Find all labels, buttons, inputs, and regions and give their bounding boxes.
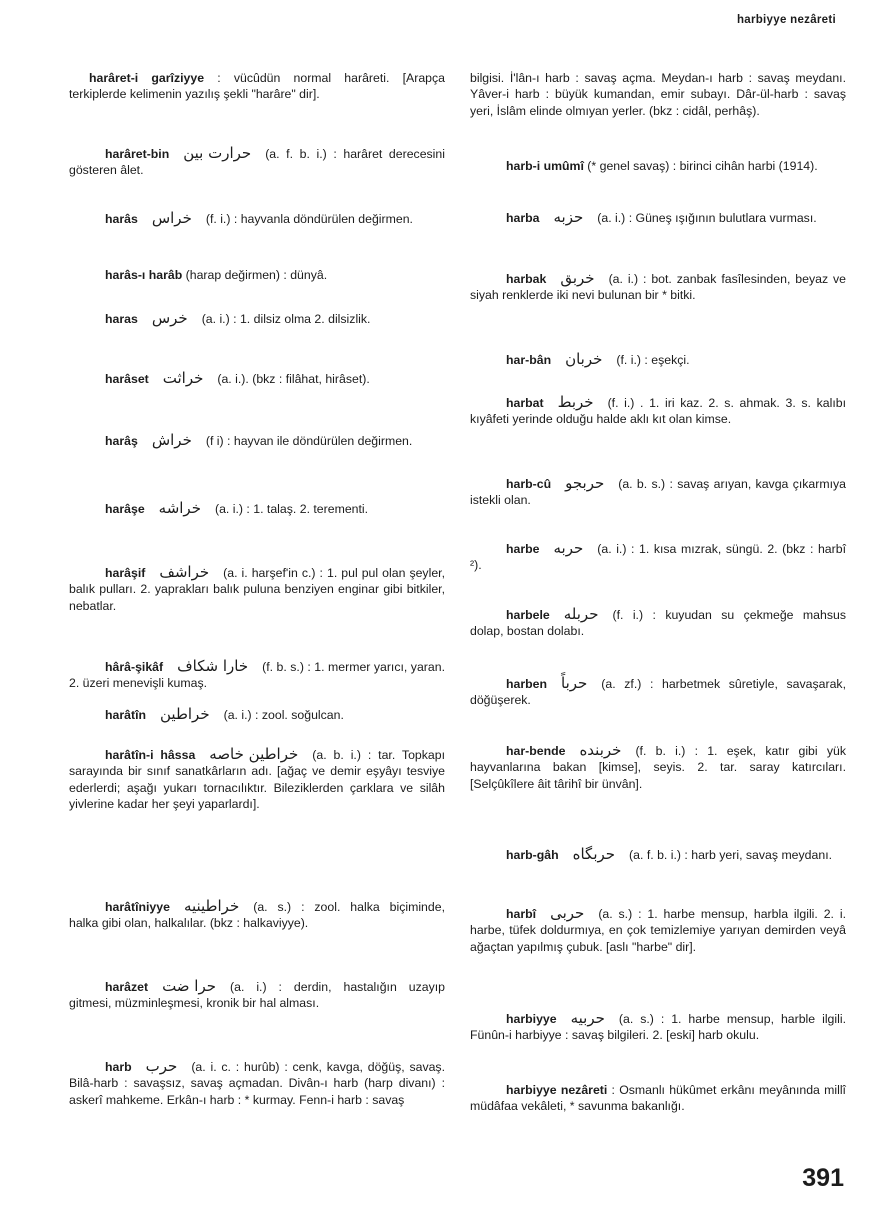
- dictionary-entry: [69, 210, 445, 227]
- entry-headword: harb-gâh: [506, 848, 559, 862]
- entry-headword: harâset: [105, 372, 149, 386]
- arabic-script-form: حربه: [553, 539, 584, 557]
- entry-headword: harâtîn: [105, 708, 146, 722]
- entry-definition: bilgisi. İ'lân-ı harb : savaş açma. Meydan-ı harb : savaş meydanı. Yâver-i harb : büyük kumandan, emir subayı. Dâr-ül-harb : savaş yeri, İslâm elinde olmıyan yerler. (bkz : cidâl, perhâş).: [470, 71, 846, 118]
- arabic-script-form: خربط: [557, 393, 594, 411]
- entry-headword: har-bân: [506, 353, 552, 367]
- dictionary-entry: [69, 310, 445, 327]
- entry-headword: haras: [105, 312, 138, 326]
- entry-headword: harb-cû: [506, 477, 552, 491]
- entry-headword: harâtîn-i hâssa: [105, 748, 196, 762]
- entry-definition: (f. i.) : hayvanla döndürülen değirmen.: [205, 212, 413, 226]
- arabic-script-form: خراس: [151, 209, 192, 227]
- entry-definition: : vücûdün normal harâreti. [Arapça terkiplerde kelimenin yazılış şekli "harâre" dir].: [69, 71, 445, 102]
- entry-headword: harbak: [506, 272, 547, 286]
- dictionary-entry: [69, 145, 445, 179]
- dictionary-entry: [470, 394, 846, 428]
- entry-headword: harâşe: [105, 502, 145, 516]
- dictionary-entry: [470, 1010, 846, 1044]
- entry-definition: (a. i.) : zool. soğulcan.: [223, 708, 344, 722]
- arabic-script-form: خراش: [151, 431, 192, 449]
- arabic-script-form: خراطين خاصه: [209, 745, 299, 763]
- entry-headword: harâzet: [105, 980, 149, 994]
- dictionary-entry: [470, 209, 846, 226]
- arabic-script-form: خربان: [565, 350, 603, 368]
- dictionary-entry: [69, 1058, 445, 1108]
- entry-definition: (a. s.) : zool. halka biçiminde, halka gibi olan, halkalılar. (bkz : halkaviyye).: [69, 900, 445, 931]
- page-number: 391: [802, 1164, 844, 1192]
- arabic-script-form: حربگاه: [572, 845, 616, 863]
- dictionary-entry: [69, 746, 445, 813]
- entry-definition: (a. i.) : derdin, hastalığın uzayıp gitmesi, müzminleşmesi, kronik bir hal alması.: [69, 980, 445, 1011]
- entry-definition: (a. i. harşef'in c.) : 1. pul pul olan şeyler, balık pulları. 2. yaprakları balık puluna benziyen enginar gibi bitkiler, nebatlar.: [69, 566, 445, 613]
- arabic-script-form: حرارت بين: [183, 144, 252, 162]
- entry-definition: (f i) : hayvan ile döndürülen değirmen.: [205, 434, 413, 448]
- entry-headword: harbele: [506, 608, 550, 622]
- entry-definition: (a. i.) : 1. dilsiz olma 2. dilsizlik.: [201, 312, 371, 326]
- arabic-script-form: خرس: [151, 309, 188, 327]
- entry-definition: (a. zf.) : harbetmek sûretiyle, savaşarak, döğüşerek.: [470, 677, 846, 708]
- entry-headword: harben: [506, 677, 547, 691]
- entry-headword: harb: [105, 1060, 132, 1074]
- dictionary-entry: [69, 978, 445, 1012]
- dictionary-entry: [69, 898, 445, 932]
- entry-definition: (* genel savaş) : birinci cihân harbi (1914).: [583, 159, 818, 173]
- arabic-script-form: خراطينيه: [183, 897, 240, 915]
- entry-definition: (f. i.) : eşekçi.: [616, 353, 690, 367]
- arabic-script-form: حرا ضت: [162, 977, 217, 995]
- entry-headword: harbî: [506, 907, 537, 921]
- dictionary-entry: [470, 270, 846, 304]
- arabic-script-form: خربنده: [579, 741, 622, 759]
- arabic-script-form: حربى: [550, 904, 585, 922]
- arabic-script-form: حربله: [563, 605, 599, 623]
- dictionary-entry: [470, 606, 846, 640]
- dictionary-entry: [470, 742, 846, 792]
- arabic-script-form: خراشه: [158, 499, 201, 517]
- arabic-script-form: حربيه: [570, 1009, 605, 1027]
- dictionary-entry: [69, 432, 445, 449]
- dictionary-entry: [69, 500, 445, 517]
- entry-definition: (f. b. s.) : 1. mermer yarıcı, yaran. 2. üzeri menevişli kumaş.: [69, 660, 445, 691]
- arabic-script-form: خراشف: [159, 563, 210, 581]
- dictionary-entry: [69, 706, 445, 723]
- dictionary-entry: [470, 158, 846, 174]
- arabic-script-form: حربجو: [565, 474, 605, 492]
- entry-headword: harâs: [105, 212, 138, 226]
- entry-headword: hârâ-şikâf: [105, 660, 164, 674]
- entry-definition: (a. i.) : Güneş ışığının bulutlara vurması.: [597, 211, 817, 225]
- dictionary-entry: [470, 675, 846, 709]
- arabic-script-form: خربق: [560, 269, 595, 287]
- arabic-script-form: خارا شكاف: [177, 657, 249, 675]
- entry-headword: harâs-ı harâb: [105, 268, 183, 282]
- entry-definition: (a. f. b. i.) : harb yeri, savaş meydanı.: [629, 848, 833, 862]
- entry-definition: (a. f. b. i.) : harâret derecesini gösteren âlet.: [69, 147, 445, 178]
- entry-headword: harâret-bin: [105, 147, 170, 161]
- dictionary-entry: [69, 658, 445, 692]
- arabic-script-form: حرباً: [561, 674, 588, 692]
- entry-headword: har-bende: [506, 744, 566, 758]
- entry-headword: harâşif: [105, 566, 146, 580]
- entry-headword: harbat: [506, 396, 544, 410]
- entry-definition: (a. i. c. : hurûb) : cenk, kavga, döğüş, savaş. Bilâ-harb : savaşsız, savaş açmadan. Divân-ı harb (harp divanı) : askerî mahkeme. Erkân-ı harb : * kurmay. Fenn-i harb : savaş: [69, 1060, 445, 1107]
- entry-definition: (a. s.) : 1. harbe mensup, harble ilgili. Fünûn-i harbiyye : savaş bilgileri. 2. [eski] harb okulu.: [470, 1012, 846, 1043]
- arabic-script-form: خراثت: [162, 369, 204, 387]
- entry-headword: harâtîniyye: [105, 900, 170, 914]
- entry-definition: (f. b. i.) : 1. eşek, katır gibi yük hayvanlarına bakan [kimse], seyis. 2. tar. saray katırcıları. [Selçûkîlere âit târihî bir ünvân].: [470, 744, 846, 791]
- running-head: harbiyye nezâreti: [736, 14, 836, 26]
- dictionary-entry: [470, 1082, 846, 1115]
- entry-definition: (a. i.) : 1. kısa mızrak, süngü. 2. (bkz : harbî ²).: [470, 542, 846, 573]
- entry-definition: (a. i.). (bkz : filâhat, hirâset).: [217, 372, 370, 386]
- dictionary-entry: [470, 846, 846, 863]
- dictionary-entry: [470, 905, 846, 955]
- arabic-script-form: حرب: [145, 1057, 178, 1075]
- dictionary-entry: [69, 564, 445, 614]
- dictionary-entry: [69, 267, 445, 283]
- dictionary-entry: [470, 540, 846, 574]
- entry-headword: harâş: [105, 434, 138, 448]
- dictionary-entry: [470, 351, 846, 368]
- entry-headword: harba: [506, 211, 540, 225]
- entry-headword: harâret-i garîziyye: [89, 71, 205, 85]
- entry-definition: (f. i.) . 1. iri kaz. 2. s. ahmak. 3. s. kalıbı kıyâfeti yerinde olduğu halde aklı kıt olan kimse.: [470, 396, 846, 427]
- dictionary-entry: [470, 70, 846, 119]
- entry-definition: (f. i.) : kuyudan su çekmeğe mahsus dolap, bostan dolabı.: [470, 608, 846, 639]
- arabic-script-form: حزبه: [553, 208, 584, 226]
- dictionary-entry: [69, 70, 445, 103]
- entry-definition: (a. b. i.) : tar. Topkapı sarayında bir sınıf sanatkârların adı. [ağaç ve demir eşyâyı tesviye ederlerdi; aşağı yukarı tornacılıktır. Bileziklerden çarklara ve silâh yivlerine kadar her şeyi yaparlardı].: [69, 748, 445, 812]
- arabic-script-form: خراطين: [160, 705, 210, 723]
- entry-definition: (a. i.) : 1. talaş. 2. terementi.: [214, 502, 369, 516]
- entry-definition: (a. s.) : 1. harbe mensup, harbla ilgili. 2. i. harbe, tüfek doldurmıya, en çok temizlemiye yarıyan demirden veyâ ağaçtan yapılmış çubuk. [aslı "harbe" dir].: [470, 907, 846, 954]
- dictionary-entry: [69, 370, 445, 387]
- entry-definition: (harap değirmen) : dünyâ.: [182, 268, 328, 282]
- entry-headword: harbe: [506, 542, 540, 556]
- entry-headword: harb-i umûmî: [506, 159, 584, 173]
- entry-headword: harbiyye nezâreti: [506, 1083, 608, 1097]
- dictionary-entry: [470, 475, 846, 509]
- entry-headword: harbiyye: [506, 1012, 557, 1026]
- entry-definition: (a. i.) : bot. zanbak fasîlesinden, beyaz ve siyah renklerde iki nevi bulunan bir * bitki.: [470, 272, 846, 303]
- entry-definition: : Osmanlı hükûmet erkânı meyânında millî müdâfaa vekâleti, * savunma bakanlığı.: [470, 1083, 846, 1114]
- entry-definition: (a. b. s.) : savaş arıyan, kavga çıkarmıya istekli olan.: [470, 477, 846, 508]
